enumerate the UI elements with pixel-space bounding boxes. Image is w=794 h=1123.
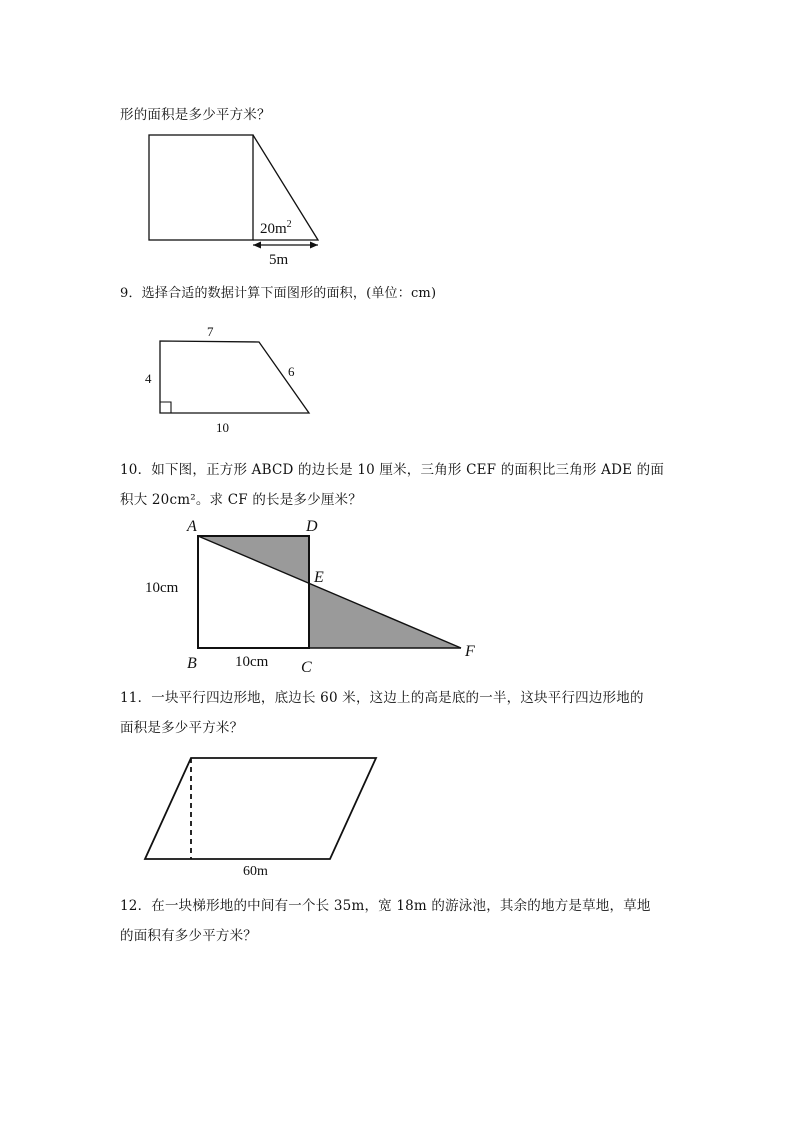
q10-text-line1: 10．如下图，正方形 ABCD 的边长是 10 厘米，三角形 CEF 的面积比三角形 ADE 的面 xyxy=(120,462,665,478)
q11-text-line2: 面积是多少平方米？ xyxy=(120,720,244,736)
q9-bottom-label: 10 xyxy=(216,420,229,435)
q9-figure xyxy=(140,320,340,440)
q8-figure xyxy=(140,125,340,270)
q12-text-line2: 的面积有多少平方米？ xyxy=(120,928,257,944)
q11-text-line1: 11．一块平行四边形地，底边长 60 米，这边上的高是底的一半，这块平行四边形地的 xyxy=(120,690,644,706)
q8-arrowhead-right xyxy=(310,242,318,249)
q8-square xyxy=(149,135,253,240)
q10-figure xyxy=(140,512,500,677)
q10-point-c: C xyxy=(301,659,312,676)
q9-text: 9．选择合适的数据计算下面图形的面积，(单位：cm) xyxy=(120,286,437,301)
q10-point-e: E xyxy=(314,569,324,586)
q8-area-label: $20m^2$ xyxy=(260,219,292,237)
q12-text-line1: 12．在一块梯形地的中间有一个长 35m，宽 18m 的游泳池，其余的地方是草地，草地 xyxy=(120,898,651,914)
q11-base-label: 60m xyxy=(243,864,268,879)
q10-side-label: 10cm xyxy=(145,580,179,596)
q9-trapezoid xyxy=(160,341,309,413)
q10-text-line2: 积大 20cm²。求 CF 的长是多少厘米？ xyxy=(120,492,362,508)
q9-right-angle-mark xyxy=(160,402,171,413)
q8-arrowhead-left xyxy=(253,242,261,249)
q11-parallelogram xyxy=(145,758,376,859)
q9-slant-label: 6 xyxy=(288,364,295,379)
q9-left-label: 4 xyxy=(145,371,152,386)
q8-text: 形的面积是多少平方米？ xyxy=(120,107,271,123)
q8-base-label: 5m xyxy=(269,252,289,268)
q11-figure xyxy=(140,750,390,882)
q9-top-label: 7 xyxy=(207,324,214,339)
q10-point-d: D xyxy=(306,518,318,535)
q10-point-f: F xyxy=(465,643,475,660)
q10-bottom-label: 10cm xyxy=(235,654,269,670)
q10-point-b: B xyxy=(187,655,197,672)
q10-point-a: A xyxy=(187,518,197,535)
